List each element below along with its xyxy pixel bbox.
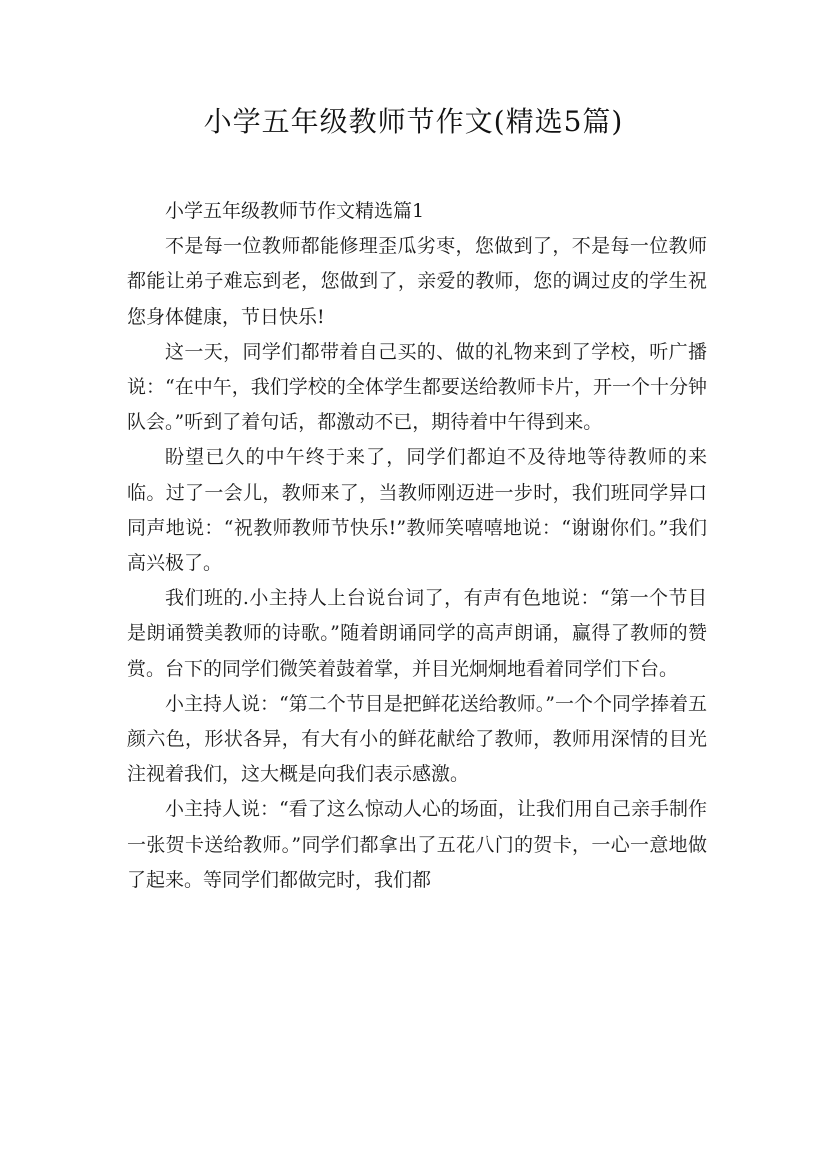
- paragraph: 盼望已久的中午终于来了，同学们都迫不及待地等待教师的来临。过了一会儿，教师来了，当教师刚迈进一步时，我们班同学异口同声地说：“祝教师教师节快乐!”教师笑嘻嘻地说：“谢谢你们。”我们高兴极了。: [127, 446, 707, 575]
- section-heading: 小学五年级教师节作文精选篇1: [165, 200, 425, 222]
- document-title: 小学五年级教师节作文(精选5篇): [203, 105, 624, 138]
- paragraph: 我们班的.小主持人上台说台词了，有声有色地说：“第一个节目是朗诵赞美教师的诗歌。”随着朗诵同学的高声朗诵，赢得了教师的赞赏。台下的同学们微笑着鼓着掌，并目光炯炯地看着同学们下台。: [127, 587, 707, 680]
- paragraph: 这一天，同学们都带着自己买的、做的礼物来到了学校，听广播说：“在中午，我们学校的全体学生都要送给教师卡片，开一个十分钟队会。”听到了着句话，都激动不已，期待着中午得到来。: [127, 340, 707, 434]
- paragraph: 小主持人说：“看了这么惊动人心的场面，让我们用自己亲手制作一张贺卡送给教师。”同学们都拿出了五花八门的贺卡，一心一意地做了起来。等同学们都做完时，我们都: [127, 798, 707, 891]
- paragraph: 小主持人说：“第二个节目是把鲜花送给教师。”一个个同学捧着五颜六色，形状各异，有大有小的鲜花献给了教师，教师用深情的目光注视着我们，这大概是向我们表示感激。: [127, 692, 707, 786]
- paragraph: 不是每一位教师都能修理歪瓜劣枣，您做到了，不是每一位教师都能让弟子难忘到老，您做到了，亲爱的教师，您的调过皮的学生祝您身体健康，节日快乐!: [127, 235, 707, 328]
- document-body: [127, 194, 707, 898]
